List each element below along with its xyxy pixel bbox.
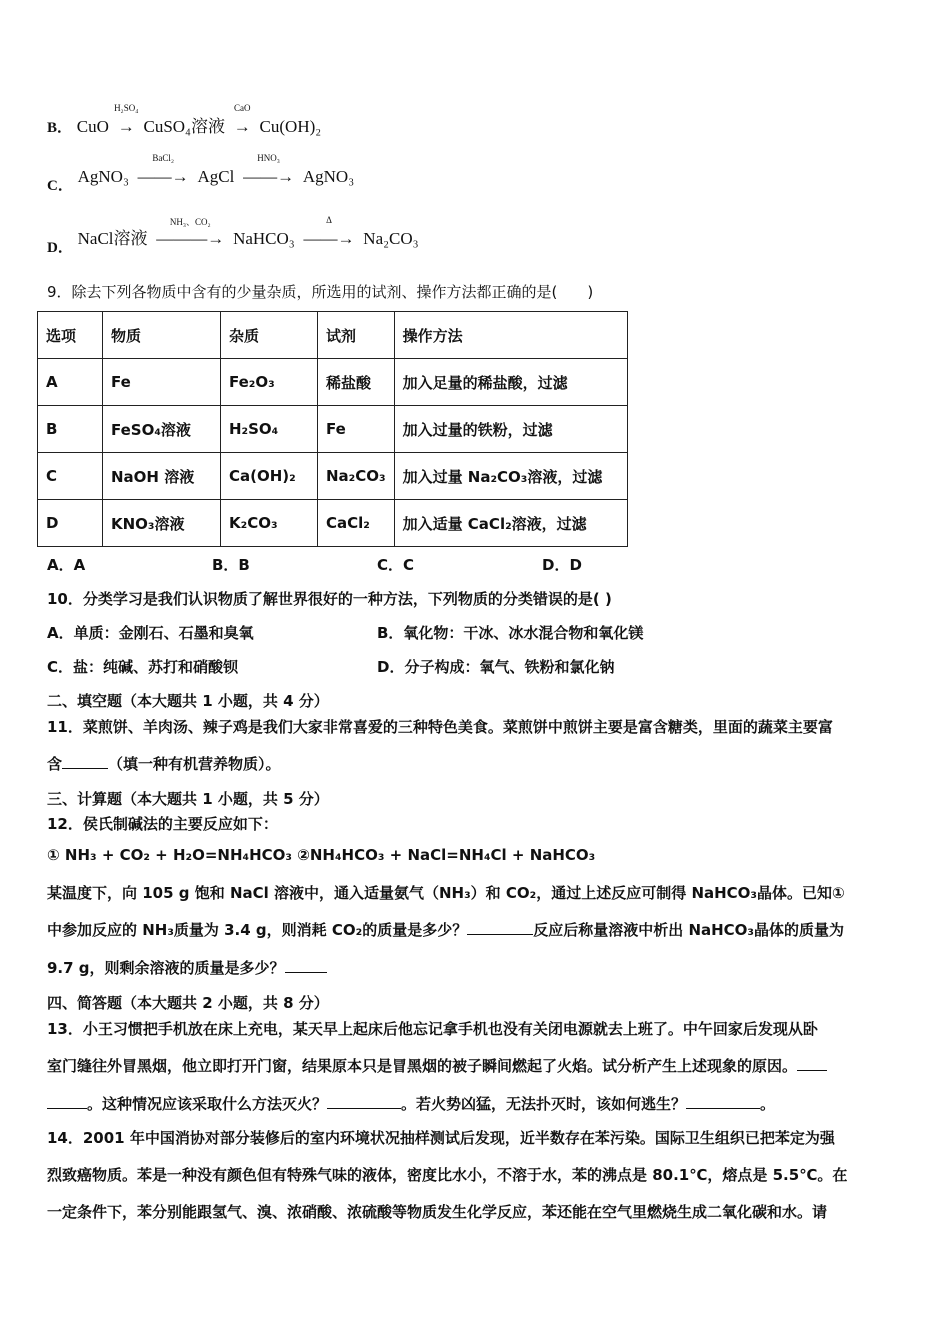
table-cell: CaCl₂ <box>318 500 395 547</box>
table-cell: K₂CO₃ <box>221 500 318 547</box>
substance: CuO <box>76 117 109 136</box>
q12-line1: 某温度下，向 105 g 饱和 NaCl 溶液中，通入适量氨气（NH₃）和 CO₂，通过上述反应可制得 NaHCO₃晶体。已知① <box>47 884 845 902</box>
q13-line2 <box>47 1055 827 1076</box>
table-row <box>38 406 628 453</box>
table-cell: Fe <box>318 406 395 453</box>
reaction-arrow: HNO₃ ——→ <box>243 153 295 186</box>
answer-blank[interactable] <box>47 1094 87 1109</box>
option-label: C． <box>47 178 73 194</box>
table-row <box>38 500 628 547</box>
q10-option-c: C．盐：纯碱、苏打和硝酸钡 <box>47 658 239 676</box>
substance: NaHCO₃ <box>233 229 295 248</box>
q10-option-a: A．单质：金刚石、石墨和臭氧 <box>47 624 254 642</box>
answer-blank[interactable] <box>686 1094 760 1109</box>
answer-blank[interactable] <box>62 754 108 769</box>
table-cell: H₂SO₄ <box>221 406 318 453</box>
reagent: CaO <box>234 103 251 113</box>
substance: AgNO₃ <box>77 167 129 186</box>
header-cell: 操作方法 <box>394 312 627 359</box>
answer-blank[interactable] <box>285 958 327 973</box>
q10-option-b: B．氧化物：干冰、冰水混合物和氧化镁 <box>377 624 644 642</box>
q14-line3: 一定条件下，苯分别能跟氢气、溴、浓硝酸、浓硫酸等物质发生化学反应，苯还能在空气里燃烧生成二氧化碳和水。请 <box>47 1203 828 1221</box>
table-cell: A <box>38 359 103 406</box>
text: （填一种有机营养物质）。 <box>108 755 281 773</box>
q8-option-b <box>47 103 322 137</box>
table-cell: Ca(OH)₂ <box>221 453 318 500</box>
header-cell: 杂质 <box>221 312 318 359</box>
reaction-arrow: Δ ——→ <box>303 215 355 248</box>
header-cell: 物质 <box>103 312 221 359</box>
reagent: Δ <box>326 215 332 225</box>
reagent: H₂SO₄ <box>114 103 139 113</box>
q12-stem: 12．侯氏制碱法的主要反应如下： <box>47 815 278 833</box>
q8-option-c <box>47 153 355 194</box>
header-cell: 试剂 <box>318 312 395 359</box>
q9-option-d: D．D <box>542 556 582 574</box>
reagent: BaCl₂ <box>152 153 174 163</box>
reaction-arrow: NH₃、CO₂ ———→ <box>156 217 225 248</box>
q12-line3 <box>47 957 327 978</box>
table-cell: 加入过量的铁粉，过滤 <box>394 406 627 453</box>
reagent: HNO₃ <box>257 153 280 163</box>
section-heading: 二、填空题（本大题共 1 小题，共 4 分） <box>47 692 329 710</box>
table-row <box>38 359 628 406</box>
table-cell: FeSO₄溶液 <box>103 406 221 453</box>
table-cell: B <box>38 406 103 453</box>
option-label: D． <box>47 240 73 256</box>
table-cell: Fe₂O₃ <box>221 359 318 406</box>
section-heading: 四、简答题（本大题共 2 小题，共 8 分） <box>47 994 329 1012</box>
q14-line1: 14．2001 年中国消协对部分装修后的室内环境状况抽样测试后发现，近半数存在苯污染。国际卫生组织已把苯定为强 <box>47 1129 835 1147</box>
substance: CuSO₄溶液 <box>143 117 225 136</box>
text: 室门缝往外冒黑烟，他立即打开门窗，结果原本只是冒黑烟的被子瞬间燃起了火焰。试分析产生上述现象的原因。 <box>47 1057 798 1075</box>
q9-option-a: A．A <box>47 556 86 574</box>
header-cell: 选项 <box>38 312 103 359</box>
q9-option-b: B．B <box>212 556 250 574</box>
text: 9.7 g，则剩余溶液的质量是多少？ <box>47 959 285 977</box>
substance: Na₂CO₃ <box>363 229 419 248</box>
text: 。若火势凶猛，无法扑灭时，该如何逃生？ <box>401 1095 687 1113</box>
reaction-arrow: CaO → <box>233 103 251 136</box>
table-cell: D <box>38 500 103 547</box>
reaction-arrow: BaCl₂ ——→ <box>137 153 189 186</box>
answer-blank[interactable] <box>327 1094 401 1109</box>
table-cell: 稀盐酸 <box>318 359 395 406</box>
table-cell: 加入适量 CaCl₂溶液，过滤 <box>394 500 627 547</box>
table-cell: 加入过量 Na₂CO₃溶液，过滤 <box>394 453 627 500</box>
substance: AgCl <box>197 167 235 186</box>
q10-stem: 10．分类学习是我们认识物质了解世界很好的一种方法，下列物质的分类错误的是( ) <box>47 590 612 608</box>
q11-line1: 11．菜煎饼、羊肉汤、辣子鸡是我们大家非常喜爱的三种特色美食。菜煎饼中煎饼主要是富含糖类，里面的蔬菜主要富 <box>47 718 833 736</box>
substance: Cu(OH)₂ <box>259 117 322 136</box>
q9-stem: 9．除去下列各物质中含有的少量杂质，所选用的试剂、操作方法都正确的是( ) <box>47 283 594 301</box>
table-cell: Fe <box>103 359 221 406</box>
text: 。这种情况应该采取什么方法灭火？ <box>87 1095 328 1113</box>
q12-line2 <box>47 919 844 940</box>
table-row <box>38 453 628 500</box>
table-cell: KNO₃溶液 <box>103 500 221 547</box>
section-heading: 三、计算题（本大题共 1 小题，共 5 分） <box>47 790 329 808</box>
table-header-row <box>38 312 628 359</box>
reagent: NH₃、CO₂ <box>169 217 211 227</box>
q13-line1: 13．小王习惯把手机放在床上充电，某天早上起床后他忘记拿手机也没有关闭电源就去上班了。中午回家后发现从卧 <box>47 1020 818 1038</box>
q9-option-c: C．C <box>377 556 415 574</box>
text: 。 <box>760 1095 776 1113</box>
text: 反应后称量溶液中析出 NaHCO₃晶体的质量为 <box>533 921 845 939</box>
q9-table <box>37 311 628 547</box>
text: 中参加反应的 NH₃质量为 3.4 g，则消耗 CO₂的质量是多少？ <box>47 921 468 939</box>
substance: NaCl溶液 <box>77 229 148 248</box>
table-cell: Na₂CO₃ <box>318 453 395 500</box>
answer-blank[interactable] <box>797 1056 827 1071</box>
substance: AgNO₃ <box>302 167 355 186</box>
option-label: B． <box>47 120 73 136</box>
reaction-arrow: H₂SO₄ → <box>114 103 139 136</box>
answer-blank[interactable] <box>467 920 533 935</box>
q13-line3 <box>47 1093 775 1114</box>
q10-option-d: D．分子构成：氧气、铁粉和氯化钠 <box>377 658 615 676</box>
table-cell: C <box>38 453 103 500</box>
q8-option-d <box>47 215 419 256</box>
table-cell: 加入足量的稀盐酸，过滤 <box>394 359 627 406</box>
table-cell: NaOH 溶液 <box>103 453 221 500</box>
q11-line2 <box>47 753 281 774</box>
q12-equations: ① NH₃ + CO₂ + H₂O=NH₄HCO₃ ②NH₄HCO₃ + NaCl=NH₄Cl + NaHCO₃ <box>47 846 596 864</box>
text: 含 <box>47 755 63 773</box>
q14-line2: 烈致癌物质。苯是一种没有颜色但有特殊气味的液体，密度比水小，不溶于水，苯的沸点是 80.1℃，熔点是 5.5℃。在 <box>47 1166 848 1184</box>
